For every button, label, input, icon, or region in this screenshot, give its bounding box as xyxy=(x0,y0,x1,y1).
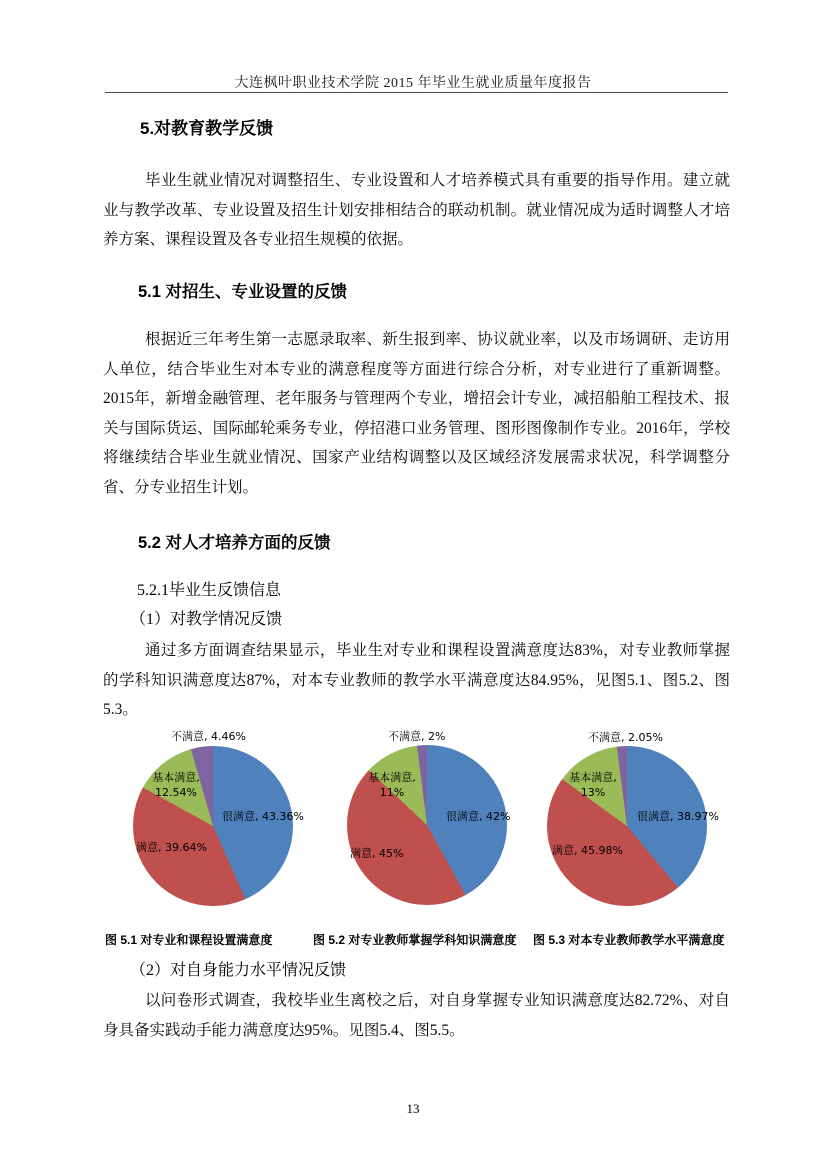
pie-charts-row xyxy=(0,725,826,933)
page-number: 13 xyxy=(406,1101,420,1116)
subsection-1-heading: （1）对教学情况反馈 xyxy=(130,611,283,628)
pie1-label-jibenmanyi-line1: 基本满意, xyxy=(152,771,200,784)
pie2-label-manyi: 满意, 45% xyxy=(350,847,404,860)
paragraph-teaching-feedback: 通过多方面调查结果显示，毕业生对专业和课程设置满意度达83%，对专业教师掌握的学科知识满意度达87%，对本专业教师的教学水平满意度达84.95%，见图5.1、图5.2、图5.3。 xyxy=(103,642,730,718)
figure-caption-5-2: 图 5.2 对专业教师掌握学科知识满意度 xyxy=(313,933,517,947)
pie2-label-bumanyi: 不满意, 2% xyxy=(388,730,446,743)
pie3-label-henmanyi: 很满意, 38.97% xyxy=(637,810,719,823)
pie1-label-henmanyi: 很满意, 43.36% xyxy=(222,810,304,823)
pie3-label-jibenmanyi-line2: 13% xyxy=(580,786,606,799)
figure-caption-5-3: 图 5.3 对本专业教师教学水平满意度 xyxy=(533,933,725,947)
pie1-label-jibenmanyi xyxy=(134,770,218,800)
section-5-2-1-heading: 5.2.1毕业生反馈信息 xyxy=(137,582,282,599)
page-header-title: 大连枫叶职业技术学院 2015 年毕业生就业质量年度报告 xyxy=(234,76,592,91)
figure-caption-5-1: 图 5.1 对专业和课程设置满意度 xyxy=(105,933,273,947)
section-5-heading: 5.对教育教学反馈 xyxy=(140,119,274,138)
paragraph-self-ability-feedback: 以问卷形式调查，我校毕业生离校之后，对自身掌握专业知识满意度达82.72%、对自身具备实践动手能力满意度达95%。见图5.4、图5.5。 xyxy=(103,992,730,1039)
header-rule xyxy=(105,92,728,93)
pie2-label-jibenmanyi xyxy=(350,770,434,800)
pie2-label-jibenmanyi-line1: 基本满意, xyxy=(368,771,416,784)
pie3-label-manyi: 满意, 45.98% xyxy=(552,844,623,857)
pie-chart-subject-knowledge-satisfaction xyxy=(347,745,507,905)
section-5-2-heading: 5.2 对人才培养方面的反馈 xyxy=(138,534,331,552)
pie1-label-manyi: 满意, 39.64% xyxy=(136,841,207,854)
pie2-label-jibenmanyi-line2: 11% xyxy=(379,786,405,799)
paragraph-enrollment-feedback: 根据近三年考生第一志愿录取率、新生报到率、协议就业率，以及市场调研、走访用人单位，结合毕业生对本专业的满意程度等方面进行综合分析，对专业进行了重新调整。2015年，新增金融管理、老年服务与管理两个专业，增招会计专业，减招船舶工程技术、报关与国际货运、国际邮轮乘务专业，停招港口业务管理、图形图像制作专业。2016年，学校将继续结合毕业生就业情况、国家产业结构调整以及区域经济发展需求状况，科学调整分省、分专业招生计划。 xyxy=(103,331,730,496)
pie1-label-jibenmanyi-line2: 12.54% xyxy=(155,786,197,799)
pie3-label-bumanyi: 不满意, 2.05% xyxy=(588,731,663,744)
pie2-label-henmanyi: 很满意, 42% xyxy=(446,810,511,823)
pie3-label-jibenmanyi-line1: 基本满意, xyxy=(569,771,617,784)
pie1-label-bumanyi: 不满意, 4.46% xyxy=(171,730,246,743)
pie3-label-jibenmanyi xyxy=(551,770,635,800)
section-5-1-heading: 5.1 对招生、专业设置的反馈 xyxy=(138,283,348,301)
paragraph-overview: 毕业生就业情况对调整招生、专业设置和人才培养模式具有重要的指导作用。建立就业与教学改革、专业设置及招生计划安排相结合的联动机制。就业情况成为适时调整人才培养方案、课程设置及各专业招生规模的依据。 xyxy=(103,172,730,248)
subsection-2-heading: （2）对自身能力水平情况反馈 xyxy=(130,962,347,979)
